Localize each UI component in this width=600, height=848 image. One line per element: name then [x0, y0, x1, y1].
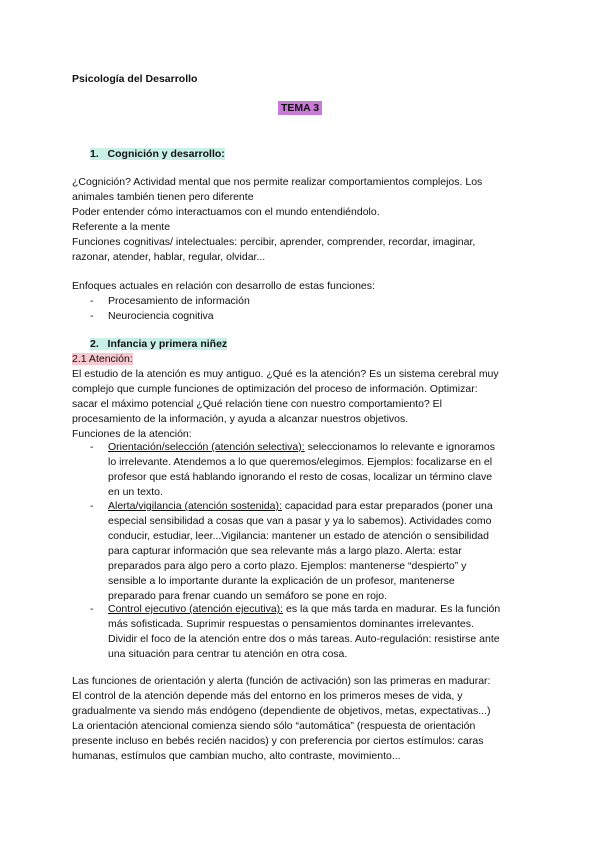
paragraph-line: Referente a la mente	[72, 221, 171, 233]
bullet-dash: -	[90, 295, 94, 307]
bullet-dash: -	[90, 603, 94, 615]
paragraph-line: gradualmente va siendo más endógeno (dependiente de objetivos, metas, expectativas...)	[72, 705, 491, 717]
function-text: es la que más tarda en madurar. Es la función	[283, 603, 501, 615]
paragraph-line: Funciones de la atención:	[72, 428, 192, 440]
section2-title: Infancia y primera niñez	[107, 338, 228, 350]
function-term: Control ejecutivo (atención ejecutiva):	[108, 603, 284, 615]
enfoques-intro: Enfoques actuales en relación con desarrollo de estas funciones:	[72, 280, 375, 292]
section1-title: Cognición y desarrollo:	[107, 148, 225, 160]
paragraph-line: una situación para centrar tu atención en otra cosa.	[108, 648, 348, 660]
paragraph-line: preparado para frenar cuando un semáforo se pone en rojo.	[108, 590, 388, 602]
enfoque-item: Neurociencia cognitiva	[108, 310, 214, 322]
bullet-dash: -	[90, 310, 94, 322]
paragraph-line: más sofisticada. Suprimir respuestas o pensamientos dominantes irrelevantes.	[108, 618, 474, 630]
bullet-dash: -	[90, 441, 94, 453]
paragraph-line: El control de la atención depende más del entorno en los primeros meses de vida, y	[72, 690, 463, 702]
course-title: Psicología del Desarrollo	[72, 73, 198, 85]
section1-number: 1.	[90, 148, 99, 160]
section2-heading	[90, 337, 227, 352]
paragraph-line: preparados para algo pero a corto plazo. Ejemplos: mantenerse “despierto” y	[108, 560, 467, 572]
paragraph-line: animales también tienen pero diferente	[72, 191, 254, 203]
paragraph-line: razonar, atender, hablar, regular, olvidar...	[72, 251, 266, 263]
function-item	[108, 499, 493, 514]
function-text: capacidad para estar preparados (poner una	[281, 500, 493, 512]
tema-heading	[278, 101, 322, 116]
function-item	[108, 602, 500, 617]
paragraph-line: La orientación atencional comienza siendo sólo “automática” (respuesta de orientación	[72, 720, 476, 732]
paragraph-line: para capturar información que sea relevante más a largo plazo. Alerta: estar	[108, 545, 462, 557]
paragraph-line: humanas, estímulos que cambian mucho, alto contraste, movimiento...	[72, 750, 401, 762]
function-text: seleccionamos lo relevante e ignoramos	[304, 441, 495, 453]
paragraph-line: procesamiento de la información, y ayuda a alcanzar nuestros objetivos.	[72, 413, 409, 425]
tema-label: TEMA 3	[278, 101, 322, 115]
paragraph-line: profesor que está hablando ignorando el resto de cosas, localizar un término clave	[108, 471, 493, 483]
enfoque-item: Procesamiento de información	[108, 295, 250, 307]
paragraph-line: sacar el máximo potencial ¿Qué relación tiene con nuestro comportamiento? El	[72, 398, 443, 410]
paragraph-line: Las funciones de orientación y alerta (función de activación) son las primeras en madurar:	[72, 675, 491, 687]
paragraph-line: complejo que cumple funciones de optimización del proceso de información. Optimizar:	[72, 383, 478, 395]
function-item	[108, 440, 495, 455]
function-term: Orientación/selección (atención selectiva):	[108, 441, 305, 453]
paragraph-line: El estudio de la atención es muy antiguo. ¿Qué es la atención? Es un sistema cerebral muy	[72, 368, 499, 380]
paragraph-line: sensible a lo importante durante la explicación de un profesor, mantenerse	[108, 575, 455, 587]
bullet-dash: -	[90, 500, 94, 512]
paragraph-line: Funciones cognitivas/ intelectuales: percibir, aprender, comprender, recordar, imaginar,	[72, 236, 476, 248]
paragraph-line: conducir, estudiar, leer...Vigilancia: mantener un estado de atención o sensibilidad	[108, 530, 489, 542]
paragraph-line: Poder entender cómo interactuamos con el mundo entendiéndolo.	[72, 206, 380, 218]
section2-number: 2.	[90, 338, 99, 350]
paragraph-line: especial sensibilidad a cosas que van a pasar y ya lo sabemos). Actividades como	[108, 515, 492, 527]
paragraph-line: en un texto.	[108, 486, 163, 498]
paragraph-line: lo irrelevante. Atendemos a lo que queremos/elegimos. Ejemplos: focalizarse en el	[108, 456, 493, 468]
section1-heading	[90, 147, 225, 162]
paragraph-line: presente incluso en bebés recién nacidos) y con preferencia por ciertos estímulos: caras	[72, 735, 484, 747]
function-term: Alerta/vigilancia (atención sostenida):	[108, 500, 282, 512]
subsection-heading	[72, 352, 133, 367]
paragraph-line: Dividir el foco de la atención entre dos o más tareas. Auto-regulación: resistirse ante	[108, 633, 500, 645]
subsection-label: 2.1 Atención:	[72, 353, 133, 365]
paragraph-line: ¿Cognición? Actividad mental que nos permite realizar comportamientos complejos. Los	[72, 176, 483, 188]
